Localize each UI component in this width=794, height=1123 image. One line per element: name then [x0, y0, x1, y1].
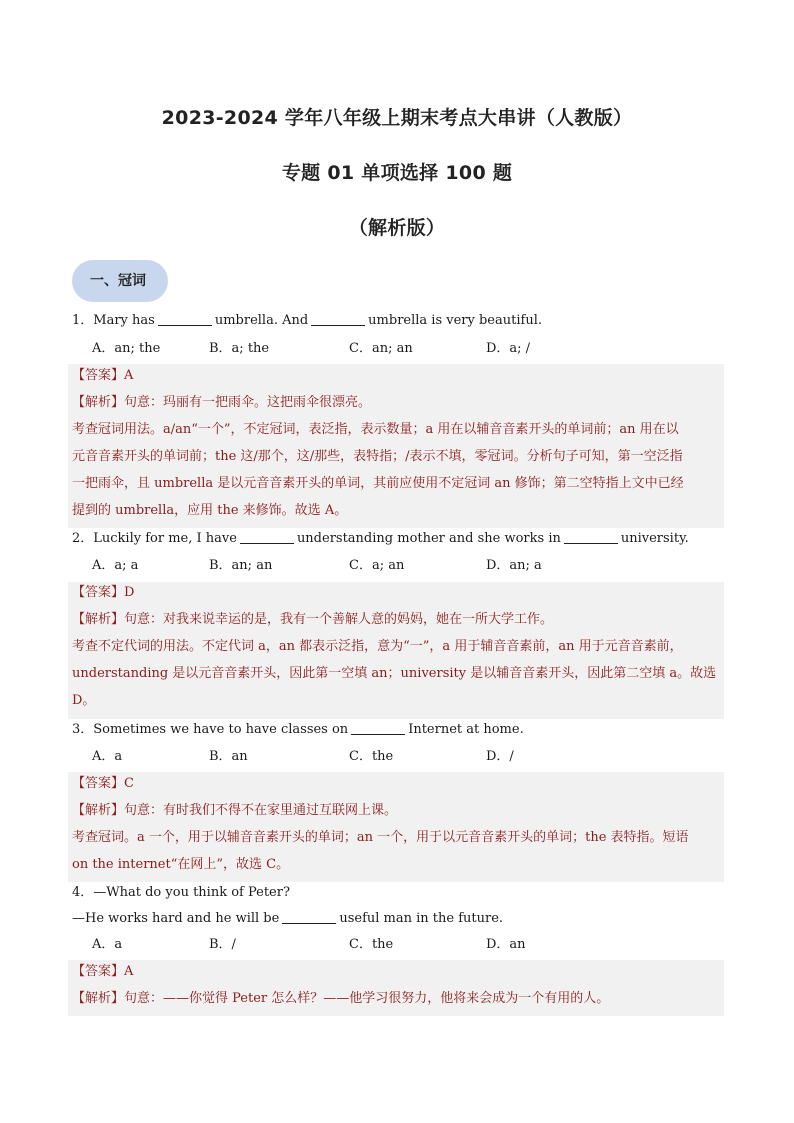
question-2-analysis-line: understanding 是以元音音素开头，因此第一空填 an；university 是以辅音音素开头，因此第二空填 a。故选 — [72, 666, 717, 681]
question-3-answer: 【答案】C — [72, 776, 134, 791]
question-4-stem: —He works hard and he will be useful man in the future. — [72, 911, 504, 926]
question-1-option-d: D．a; / — [486, 341, 531, 356]
question-4-answer: 【答案】A — [72, 964, 134, 979]
question-1-analysis-line: 【解析】句意：玛丽有一把雨伞。这把雨伞很漂亮。 — [72, 395, 372, 410]
question-1-answer: 【答案】A — [72, 368, 134, 383]
question-2-analysis-line: D。 — [72, 693, 96, 708]
question-1-option-a: A．an; the — [92, 341, 161, 356]
question-1-option-b: B．a; the — [209, 341, 270, 356]
question-1-stem: 1．Mary has umbrella. And umbrella is very beautiful. — [72, 313, 542, 328]
question-4-analysis-line: 【解析】句意：——你觉得 Peter 怎么样？——他学习很努力，他将来会成为一个有用的人。 — [72, 991, 610, 1006]
question-4-option-b: B．/ — [209, 937, 236, 952]
answer-blank — [564, 531, 618, 544]
question-2-option-c: C．a; an — [349, 558, 405, 573]
question-4-option-a: A．a — [92, 937, 123, 952]
question-2-answer: 【答案】D — [72, 585, 135, 600]
question-1-analysis-line: 元音音素开头的单词前；the 这/那个，这/那些，表特指；/表示不填，零冠词。分析句子可知，第一空泛指 — [72, 449, 683, 464]
section-heading: 一、冠词 — [72, 260, 168, 302]
question-4-stem-prompt: 4．—What do you think of Peter? — [72, 885, 290, 900]
document-subtitle: 专题 01 单项选择 100 题 — [281, 162, 513, 184]
question-2-stem: 2．Luckily for me, I have understanding mother and she works in university. — [72, 531, 689, 546]
question-1-analysis-line: 考查冠词用法。a/an“一个”，不定冠词，表泛指，表示数量；a 用在以辅音音素开头的单词前；an 用在以 — [72, 422, 679, 437]
question-2-analysis-line: 考查不定代词的用法。不定代词 a，an 都表示泛指，意为“一”，a 用于辅音音素前，an 用于元音音素前， — [72, 639, 683, 654]
document-title: 2023-2024 学年八年级上期末考点大串讲（人教版） — [161, 107, 633, 129]
question-3-analysis-line: 考查冠词。a 一个，用于以辅音音素开头的单词；an 一个，用于以元音音素开头的单词；the 表特指。短语 — [72, 830, 689, 845]
question-3-stem: 3．Sometimes we have to have classes on Internet at home. — [72, 722, 524, 737]
answer-blank — [311, 313, 365, 326]
question-3-analysis-line: 【解析】句意：有时我们不得不在家里通过互联网上课。 — [72, 803, 398, 818]
question-2-option-b: B．an; an — [209, 558, 273, 573]
question-4-option-d: D．an — [486, 937, 526, 952]
question-3-option-b: B．an — [209, 749, 248, 764]
question-2-option-a: A．a; a — [92, 558, 139, 573]
question-2-option-d: D．an; a — [486, 558, 542, 573]
question-3-option-a: A．a — [92, 749, 123, 764]
question-3-analysis-line: on the internet“在网上”，故选 C。 — [72, 857, 290, 872]
question-1-analysis-line: 一把雨伞，且 umbrella 是以元音音素开头的单词，其前应使用不定冠词 an 修饰；第二空特指上文中已经 — [72, 476, 684, 491]
answer-blank — [282, 911, 336, 924]
answer-blank — [158, 313, 212, 326]
answer-blank — [351, 722, 405, 735]
question-3-option-c: C．the — [349, 749, 394, 764]
document-version-label: （解析版） — [348, 217, 446, 239]
question-1-option-c: C．an; an — [349, 341, 413, 356]
question-2-analysis-line: 【解析】句意：对我来说幸运的是，我有一个善解人意的妈妈，她在一所大学工作。 — [72, 612, 554, 627]
question-4-option-c: C．the — [349, 937, 394, 952]
question-1-analysis-line: 提到的 umbrella，应用 the 来修饰。故选 A。 — [72, 503, 348, 518]
question-3-option-d: D．/ — [486, 749, 514, 764]
answer-blank — [240, 531, 294, 544]
